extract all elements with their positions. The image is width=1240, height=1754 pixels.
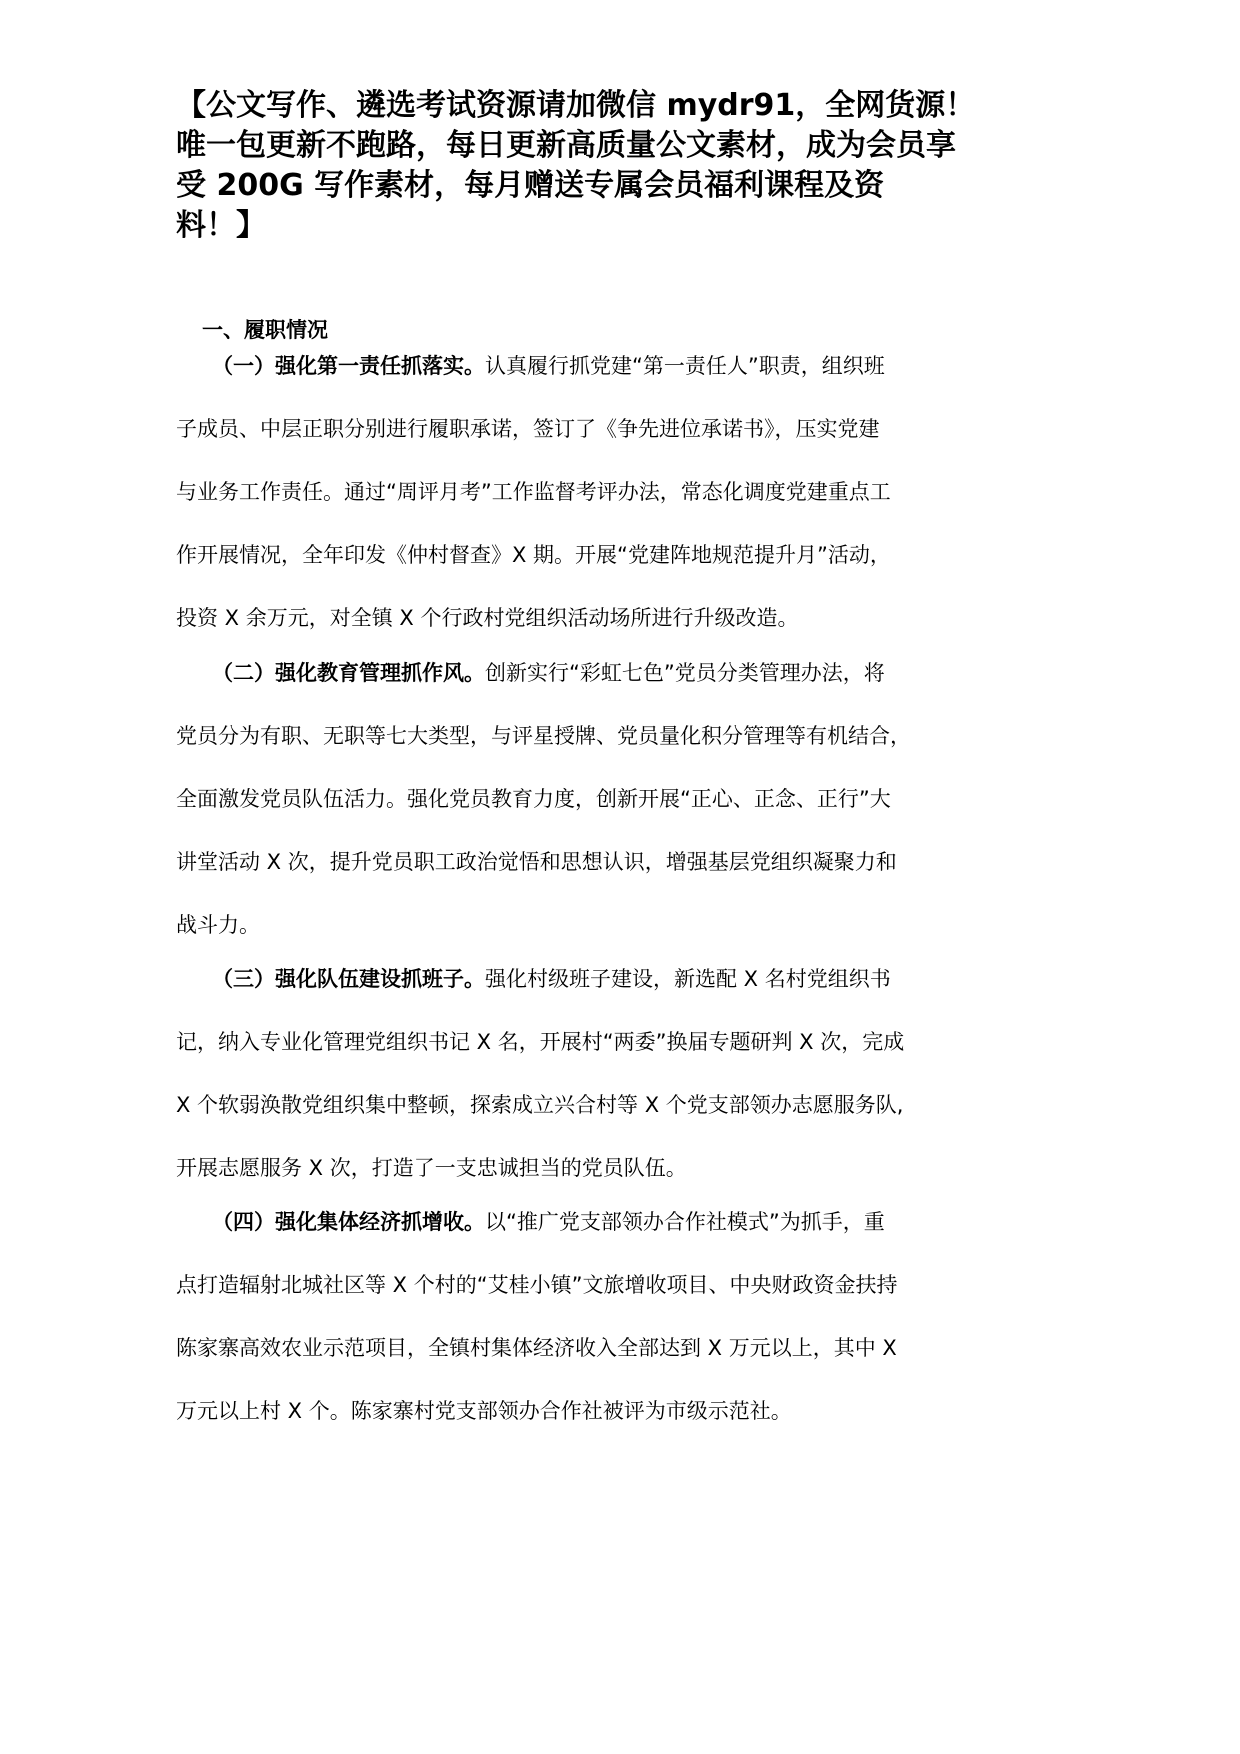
paragraph-lead: （三）强化队伍建设抓班子。 xyxy=(212,967,485,991)
banner-line: 【公文写作、遴选考试资源请加微信 mydr91，全网货源！ xyxy=(176,88,976,123)
paragraph-4 xyxy=(176,1208,1076,1460)
paragraph-line: 开展志愿服务 X 次，打造了一支忠诚担当的党员队伍。 xyxy=(176,1156,687,1180)
paragraph-text: 强化村级班子建设，新选配 X 名村党组织书 xyxy=(485,967,891,991)
banner-line: 受 200G 写作素材，每月赠送专属会员福利课程及资 xyxy=(176,168,885,203)
paragraph-first-line xyxy=(176,352,1076,415)
section-heading: 一、履职情况 xyxy=(202,318,328,342)
paragraph-line: 投资 X 余万元，对全镇 X 个行政村党组织活动场所进行升级改造。 xyxy=(176,606,799,630)
banner-line: 唯一包更新不跑路，每日更新高质量公文素材，成为会员享 xyxy=(176,128,956,163)
paragraph-line: 万元以上村 X 个。陈家寨村党支部领办合作社被评为市级示范社。 xyxy=(176,1399,792,1423)
paragraph-first-line xyxy=(176,965,1076,1028)
paragraph-line: 与业务工作责任。通过“周评月考”工作监督考评办法，常态化调度党建重点工 xyxy=(176,480,891,504)
paragraph-first-line xyxy=(176,1208,1076,1271)
paragraph-line: 讲堂活动 X 次，提升党员职工政治觉悟和思想认识，增强基层党组织凝聚力和 xyxy=(176,850,897,874)
paragraph-1 xyxy=(176,352,1076,667)
paragraph-lead: （四）强化集体经济抓增收。 xyxy=(212,1210,485,1234)
banner-line: 料！】 xyxy=(176,208,266,243)
paragraph-line: 全面激发党员队伍活力。强化党员教育力度，创新开展“正心、正念、正行”大 xyxy=(176,787,891,811)
paragraph-line: 点打造辐射北城社区等 X 个村的“艾桂小镇”文旅增收项目、中央财政资金扶持 xyxy=(176,1273,898,1297)
paragraph-line: 记，纳入专业化管理党组织书记 X 名，开展村“两委”换届专题研判 X 次，完成 xyxy=(176,1030,905,1054)
paragraph-text: 以“推广党支部领办合作社模式”为抓手，重 xyxy=(485,1210,885,1234)
paragraph-line: 党员分为有职、无职等七大类型，与评星授牌、党员量化积分管理等有机结合， xyxy=(176,724,911,748)
paragraph-text: 创新实行“彩虹七色”党员分类管理办法，将 xyxy=(485,661,885,685)
paragraph-first-line xyxy=(176,659,1076,722)
paragraph-line: 陈家寨高效农业示范项目，全镇村集体经济收入全部达到 X 万元以上，其中 X xyxy=(176,1336,897,1360)
paragraph-3 xyxy=(176,965,1076,1217)
paragraph-line: X 个软弱涣散党组织集中整顿，探索成立兴合村等 X 个党支部领办志愿服务队, xyxy=(176,1093,904,1117)
promo-banner xyxy=(176,86,1096,246)
paragraph-line: 子成员、中层正职分别进行履职承诺，签订了《争先进位承诺书》，压实党建 xyxy=(176,417,880,441)
paragraph-line: 作开展情况，全年印发《仲村督查》X 期。开展“党建阵地规范提升月”活动， xyxy=(176,543,891,567)
paragraph-lead: （二）强化教育管理抓作风。 xyxy=(212,661,485,685)
paragraph-2 xyxy=(176,659,1076,974)
paragraph-lead: （一）强化第一责任抓落实。 xyxy=(212,354,485,378)
paragraph-line: 战斗力。 xyxy=(176,913,260,937)
paragraph-text: 认真履行抓党建“第一责任人”职责，组织班 xyxy=(485,354,885,378)
